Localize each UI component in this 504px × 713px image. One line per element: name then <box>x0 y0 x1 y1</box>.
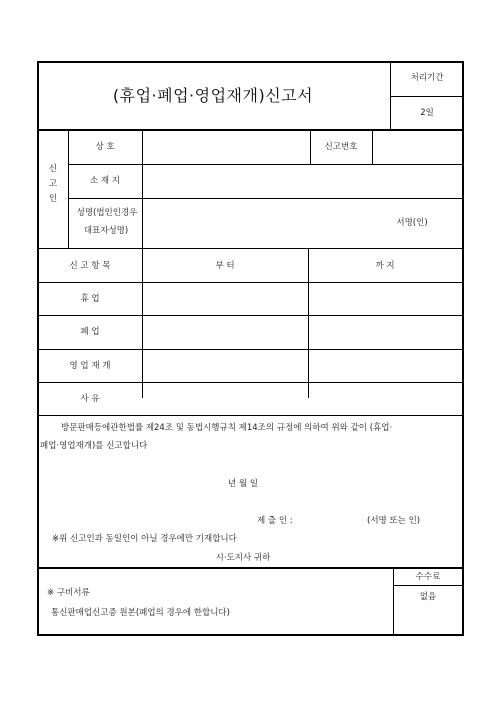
recipient: 시·도지사 귀하 <box>215 552 271 563</box>
row-label-reason: 사 유 <box>80 393 100 404</box>
shutdown-from-field[interactable] <box>143 316 307 348</box>
row-label-shutdown: 폐 업 <box>80 326 100 337</box>
shutdown-to-field[interactable] <box>309 316 461 348</box>
border-top <box>37 61 464 63</box>
signature-label: 서명(인) <box>396 217 428 228</box>
reopen-from-field[interactable] <box>143 350 307 381</box>
submitter-sign: (서명 또는 인) <box>367 515 421 526</box>
processing-period-value: 2일 <box>420 107 434 118</box>
fee-value: 없음 <box>419 591 437 602</box>
row-label-closure: 휴 업 <box>80 293 100 304</box>
border-bottom <box>37 634 464 636</box>
submitter-note: ※위 신고인과 동일인이 아닐 경우에만 기재합니다 <box>52 533 237 544</box>
trade-name-label: 상 호 <box>95 141 115 152</box>
location-label: 소 재 지 <box>89 175 121 186</box>
processing-period-label: 처리기간 <box>410 72 444 83</box>
report-number-field[interactable] <box>373 131 461 163</box>
fee-label: 수수료 <box>415 571 441 582</box>
form-title: (휴업·폐업·영업재개)신고서 <box>112 86 314 105</box>
submitter-label: 제 출 인 : <box>257 515 293 526</box>
report-date: 년 월 일 <box>227 478 259 489</box>
items-header-to: 까 지 <box>375 260 395 271</box>
items-header-from: 부 터 <box>215 260 235 271</box>
reopen-to-field[interactable] <box>309 350 461 381</box>
name-label-line2: 대표자성명) <box>83 225 129 236</box>
documents-item: 통신판매업신고증 원본(폐업의 경우에 한합니다) <box>51 607 230 618</box>
row-label-reopen: 영 업 재 개 <box>69 360 111 371</box>
trade-name-field[interactable] <box>143 131 309 163</box>
location-field[interactable] <box>143 165 461 197</box>
items-header-item: 신 고 항 목 <box>69 260 111 271</box>
reporter-section-label: 신 고 인 <box>48 164 58 204</box>
name-label-line1: 성명(법인인경우 <box>76 207 138 218</box>
documents-label: ※ 구비서류 <box>47 587 90 598</box>
report-number-label: 신고번호 <box>324 141 358 152</box>
statement-line2: 폐업·영업재개)를 신고합니다 <box>40 440 148 451</box>
reason-field[interactable] <box>143 383 461 414</box>
closure-to-field[interactable] <box>309 283 461 314</box>
closure-from-field[interactable] <box>143 283 307 314</box>
statement-line1: 방문판매등에관한법률 제24조 및 동법시행규칙 제14조의 규정에 의하여 위와 같이 (휴업· <box>61 422 393 433</box>
